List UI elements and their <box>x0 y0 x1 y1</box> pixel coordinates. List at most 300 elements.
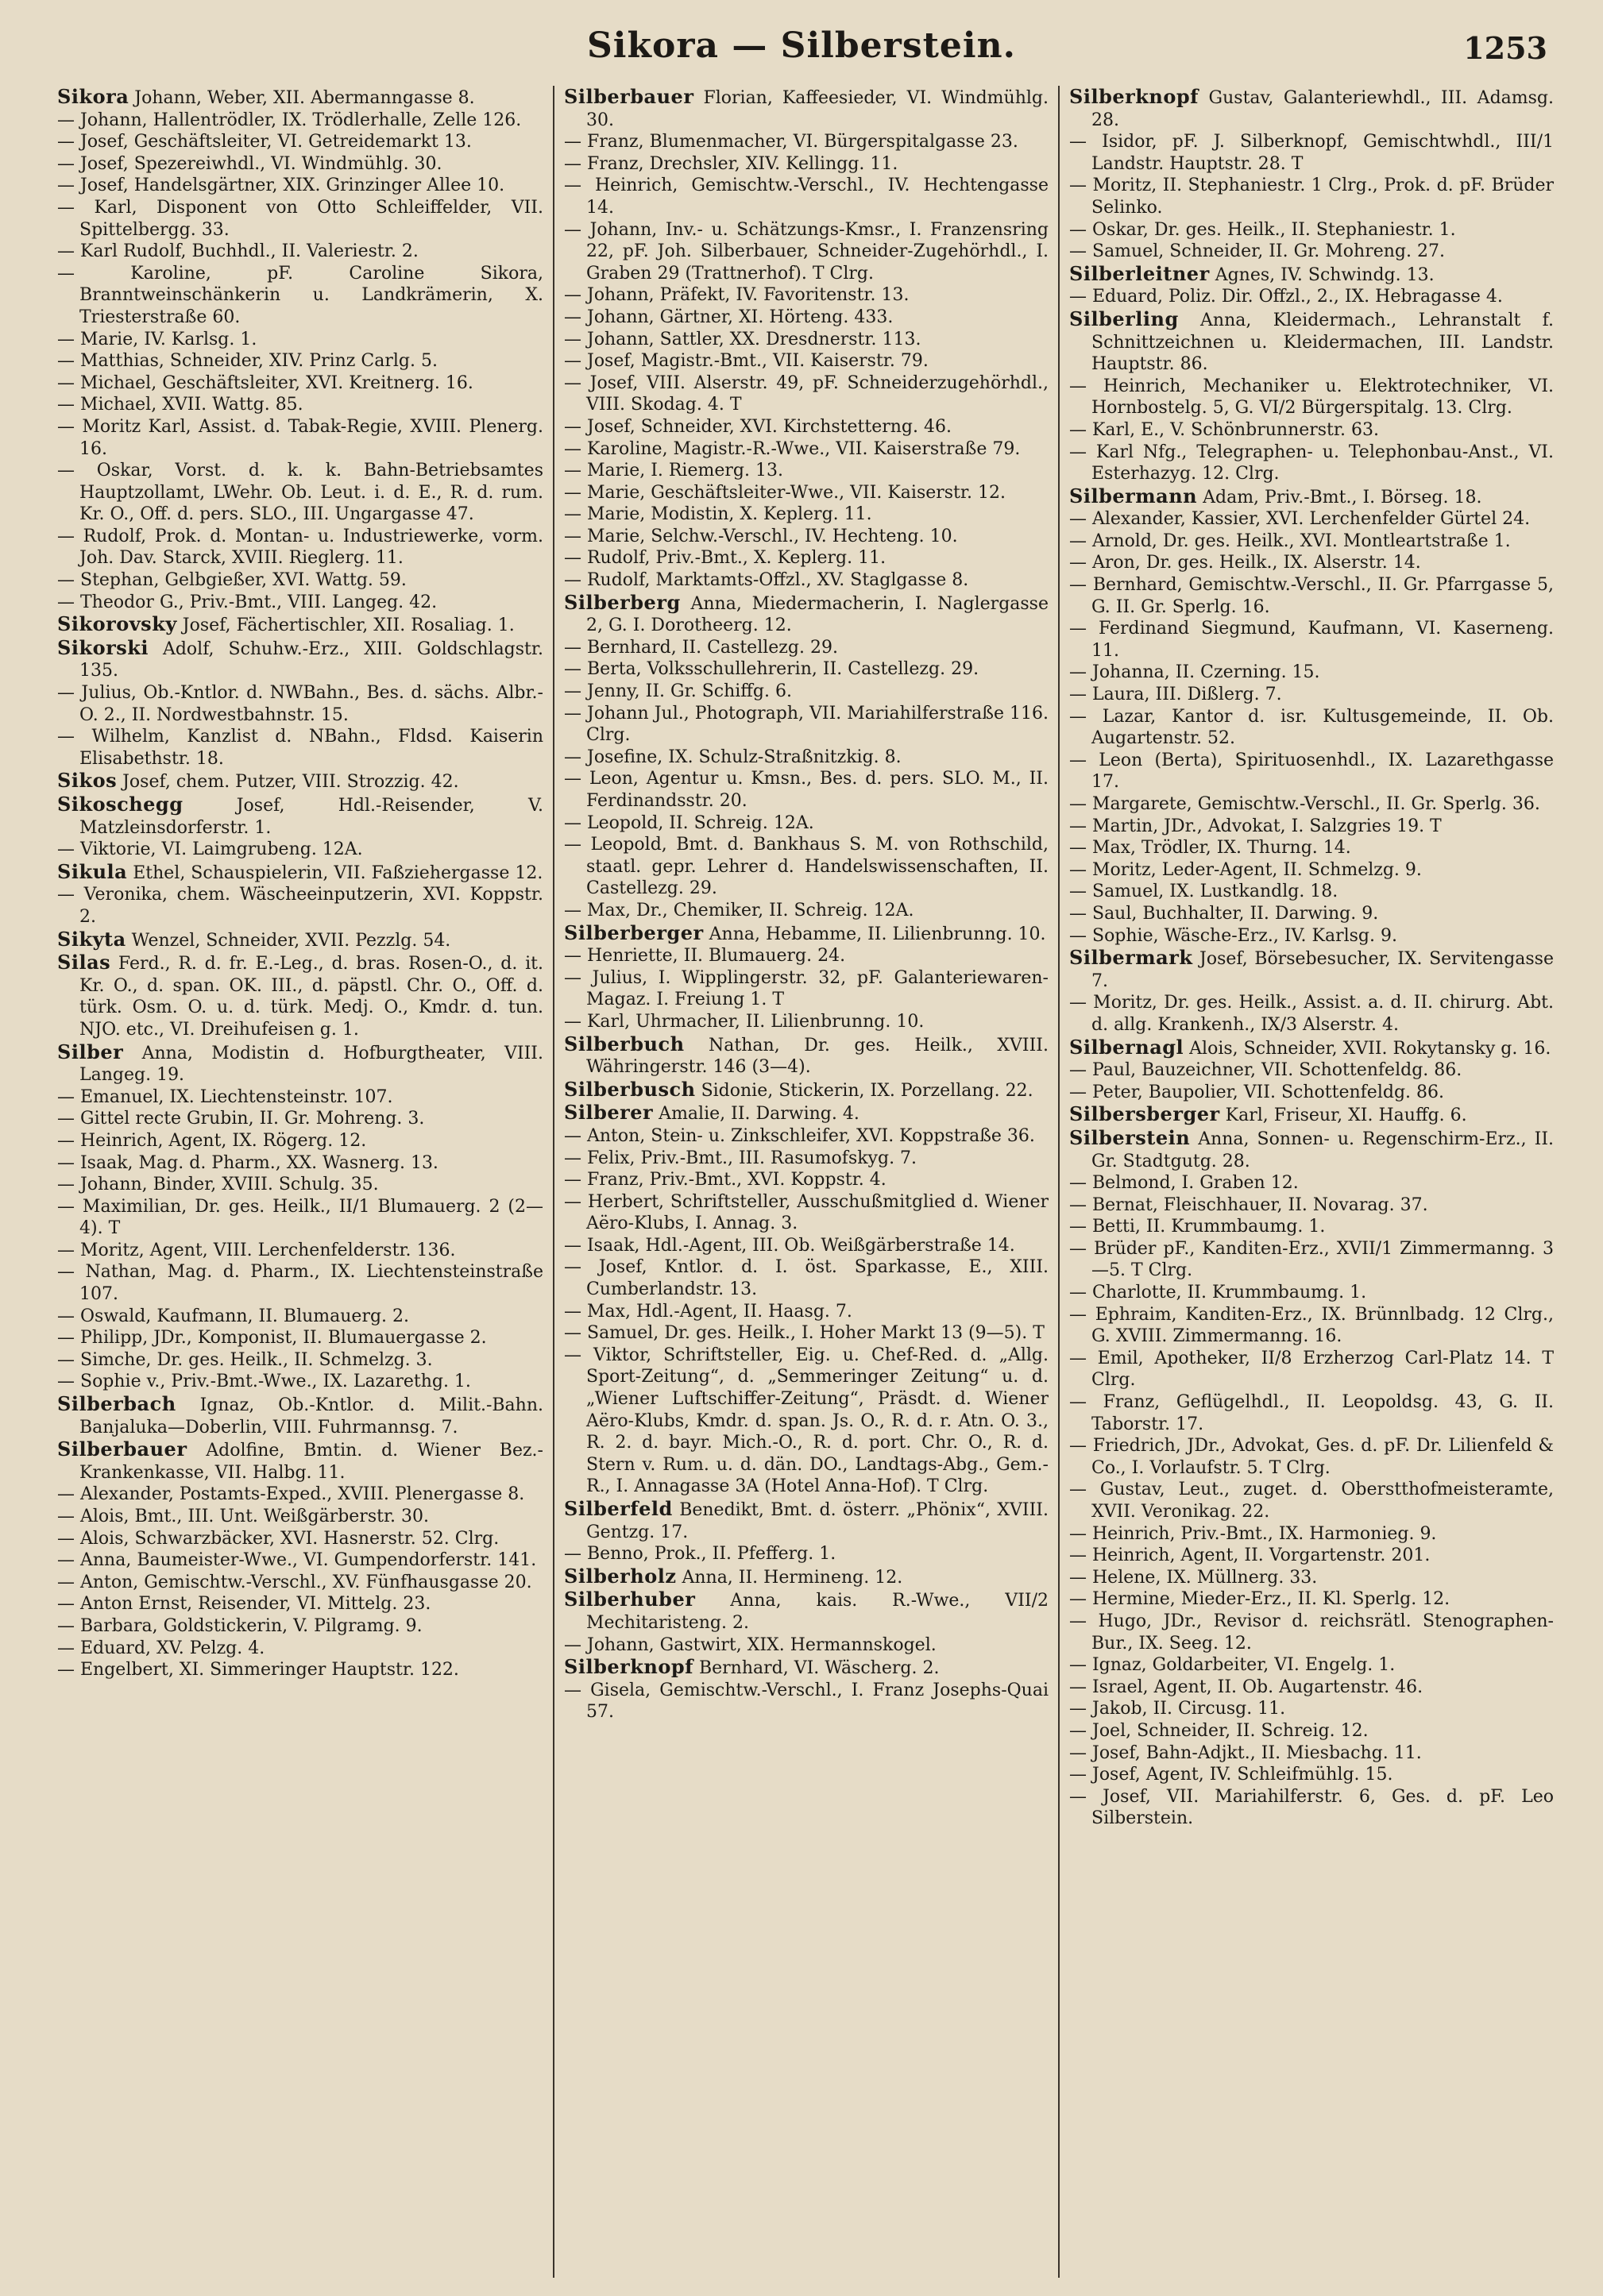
directory-entry <box>564 812 1049 835</box>
entry-text: — Johann, Sattler, XX. Dresdnerstr. 113. <box>564 329 921 349</box>
entry-text: — Sophie, Wäsche-Erz., IV. Karlsg. 9. <box>1069 925 1397 946</box>
directory-entry <box>57 416 543 460</box>
directory-entry <box>1069 442 1554 485</box>
directory-entry <box>564 658 1049 681</box>
directory-entry <box>564 175 1049 218</box>
entry-text: Ignaz, Ob.-Kntlor. d. Milit.-Bahn. Banjaluka—Doberlin, VIII. Fuhrmannsg. 7. <box>79 1395 543 1437</box>
entry-text: — Felix, Priv.-Bmt., III. Rasumofskyg. 7. <box>564 1148 917 1168</box>
entry-text: — Brüder pF., Kanditen-Erz., XVII/1 Zimmermanng. 3—5. T Clrg. <box>1069 1238 1554 1281</box>
entry-text: Nathan, Dr. ges. Heilk., XVIII. Währingerstr. 146 (3—4). <box>586 1035 1049 1078</box>
directory-entry <box>57 350 543 372</box>
entry-surname: Silberbusch <box>564 1077 696 1101</box>
entry-text: — Karl Rudolf, Buchhdl., II. Valeriestr. 2. <box>57 241 419 262</box>
entry-text: — Alexander, Kassier, XVI. Lerchenfelder Gürtel 24. <box>1069 509 1531 530</box>
entry-text: Florian, Kaffeesieder, VI. Windmühlg. 30. <box>586 88 1049 130</box>
directory-entry <box>1069 1238 1554 1282</box>
directory-entry <box>57 770 543 793</box>
entry-text: — Oskar, Vorst. d. k. k. Bahn-Betriebsamtes Hauptzollamt, LWehr. Ob. Leut. i. d. E., R. d. rum. Kr. O., Off. d. pers. SLO., III. Ungargasse 47. <box>57 461 543 525</box>
directory-entry <box>1069 684 1554 706</box>
entry-text: — Josef, Bahn-Adjkt., II. Miesbachg. 11. <box>1069 1742 1422 1763</box>
page-title: Sikora — Silberstein. <box>587 25 1016 66</box>
entry-text: — Moritz, Dr. ges. Heilk., Assist. a. d. II. chirurg. Abt. d. allg. Krankenh., IX/3 Alserstr. 4. <box>1069 993 1554 1035</box>
column-middle <box>553 86 1058 2278</box>
entry-text: — Ignaz, Goldarbeiter, VI. Engelg. 1. <box>1069 1655 1396 1676</box>
directory-entry <box>1069 1567 1554 1589</box>
directory-entry <box>1069 1435 1554 1479</box>
entry-text: — Berta, Volksschullehrerin, II. Castellezg. 29. <box>564 659 979 680</box>
entry-surname: Silas <box>57 951 111 974</box>
directory-entry <box>564 637 1049 659</box>
entry-text: Wenzel, Schneider, XVII. Pezzlg. 54. <box>126 930 451 951</box>
directory-entry <box>1069 903 1554 925</box>
entry-text: — Heinrich, Agent, IX. Rögerg. 12. <box>57 1130 367 1151</box>
directory-entry <box>564 1191 1049 1235</box>
entry-surname: Silberling <box>1069 307 1179 330</box>
entry-text: — Max, Dr., Chemiker, II. Schreig. 12A. <box>564 900 914 920</box>
directory-entry <box>57 951 543 1040</box>
entry-text: Alois, Schneider, XVII. Rokytansky g. 16. <box>1184 1038 1551 1059</box>
directory-entry <box>1069 1172 1554 1194</box>
entry-text: — Karl, E., V. Schönbrunnerstr. 63. <box>1069 419 1379 440</box>
directory-entry <box>564 504 1049 526</box>
entry-text: — Viktorie, VI. Laimgrubeng. 12A. <box>57 839 363 860</box>
directory-entry <box>57 1593 543 1615</box>
directory-entry <box>57 1371 543 1393</box>
entry-text: Anna, Hebamme, II. Lilienbrunng. 10. <box>703 924 1046 944</box>
directory-entry <box>1069 1698 1554 1720</box>
entry-text: — Karoline, Magistr.-R.-Wwe., VII. Kaiserstraße 79. <box>564 438 1021 459</box>
entry-text: — Julius, Ob.-Kntlor. d. NWBahn., Bes. d. sächs. Albr.-O. 2., II. Nordwestbahnstr. 15. <box>57 683 543 725</box>
directory-entry <box>1069 1764 1554 1786</box>
directory-entry <box>57 460 543 526</box>
directory-entry <box>564 1498 1049 1543</box>
entry-text: — Anton, Stein- u. Zinkschleifer, XVI. Koppstraße 36. <box>564 1125 1035 1146</box>
entry-text: — Max, Hdl.-Agent, II. Haasg. 7. <box>564 1301 852 1322</box>
entry-surname: Silberbuch <box>564 1032 685 1055</box>
entry-text: — Michael, XVII. Wattg. 85. <box>57 395 303 415</box>
directory-entry <box>57 394 543 416</box>
directory-entry <box>564 1148 1049 1170</box>
entry-surname: Silberberger <box>564 920 704 944</box>
entry-text: — Israel, Agent, II. Ob. Augartenstr. 46. <box>1069 1677 1423 1697</box>
entry-surname: Sikoschegg <box>57 793 183 816</box>
entry-text: — Ephraim, Kanditen-Erz., IX. Brünnlbadg. 12 Clrg., G. XVIII. Zimmermanng. 16. <box>1069 1304 1554 1347</box>
entry-text: — Bernhard, Gemischtw.-Verschl., II. Gr. Pfarrgasse 5, G. II. Gr. Sperlg. 16. <box>1069 575 1554 617</box>
directory-entry <box>57 1152 543 1175</box>
directory-entry <box>57 637 543 682</box>
directory-entry <box>1069 662 1554 684</box>
directory-entry <box>57 1659 543 1681</box>
entry-text: — Josef, Kntlor. d. I. öst. Sparkasse, E., XIII. Cumberlandstr. 13. <box>564 1257 1049 1300</box>
directory-entry <box>57 526 543 569</box>
entry-text: — Theodor G., Priv.-Bmt., VIII. Langeg. 42. <box>57 592 438 612</box>
directory-entry <box>57 1327 543 1349</box>
directory-entry <box>57 928 543 952</box>
directory-entry <box>57 1549 543 1572</box>
directory-entry <box>57 131 543 153</box>
entry-text: — Heinrich, Priv.-Bmt., IX. Harmonieg. 9. <box>1069 1523 1437 1544</box>
directory-entry <box>564 1543 1049 1565</box>
entry-text: — Margarete, Gemischtw.-Verschl., II. Gr. Sperlg. 36. <box>1069 794 1540 814</box>
directory-entry <box>564 219 1049 285</box>
entry-text: — Karl, Disponent von Otto Schleiffelder, VII. Spittelbergg. 33. <box>57 197 543 240</box>
directory-entry <box>564 703 1049 747</box>
directory-entry <box>1069 925 1554 947</box>
entry-text: — Marie, Modistin, X. Keplerg. 11. <box>564 504 872 525</box>
entry-text: — Oskar, Dr. ges. Heilk., II. Stephaniestr. 1. <box>1069 219 1456 240</box>
directory-entry <box>57 1086 543 1109</box>
directory-entry <box>57 153 543 176</box>
entry-text: — Alexander, Postamts-Exped., XVIII. Plenergasse 8. <box>57 1484 525 1505</box>
entry-text: Agnes, IV. Schwindg. 13. <box>1209 264 1435 285</box>
entry-text: — Michael, Geschäftsleiter, XVI. Kreitnerg. 16. <box>57 372 473 393</box>
entry-text: — Samuel, IX. Lustkandlg. 18. <box>1069 882 1338 902</box>
entry-text: — Heinrich, Gemischtw.-Verschl., IV. Hechtengasse 14. <box>564 176 1049 218</box>
entry-text: — Johann, Inv.- u. Schätzungs-Kmsr., I. Franzensring 22, pF. Joh. Silberbauer, Schneider-Zugehörhdl., I. Graben 29 (Trattnerhof). T Clrg. <box>564 219 1049 284</box>
entry-text: Johann, Weber, XII. Abermanngasse 8. <box>129 88 475 108</box>
entry-surname: Silber <box>57 1040 124 1063</box>
directory-entry <box>1069 1742 1554 1765</box>
entry-text: — Anna, Baumeister-Wwe., VI. Gumpendorferstr. 141. <box>57 1550 537 1571</box>
entry-surname: Silberbauer <box>564 86 694 108</box>
directory-entry <box>1069 1786 1554 1830</box>
entry-text: — Aron, Dr. ges. Heilk., IX. Alserstr. 14. <box>1069 553 1421 573</box>
directory-entry <box>1069 286 1554 308</box>
directory-entry <box>57 372 543 395</box>
directory-entry <box>564 153 1049 176</box>
entry-surname: Silberknopf <box>1069 86 1199 108</box>
directory-entry <box>1069 485 1554 509</box>
entry-text: — Gustav, Leut., zuget. d. Oberstthofmeisteramte, XVII. Veronikag. 22. <box>1069 1480 1554 1522</box>
entry-text: — Isidor, pF. J. Silberknopf, Gemischtwhdl., III/1 Landstr. Hauptstr. 28. T <box>1069 132 1554 174</box>
directory-entry <box>1069 1304 1554 1348</box>
entry-text: — Karl Nfg., Telegraphen- u. Telephonbau-Anst., VI. Esterhazyg. 12. Clrg. <box>1069 442 1554 484</box>
directory-entry <box>1069 706 1554 750</box>
entry-text: — Johann, Binder, XVIII. Schulg. 35. <box>57 1175 379 1195</box>
directory-entry <box>57 793 543 839</box>
directory-entry <box>564 967 1049 1011</box>
entry-text: — Moritz Karl, Assist. d. Tabak-Regie, XVIII. Plenerg. 16. <box>57 416 543 459</box>
entry-text: — Barbara, Goldstickerin, V. Pilgramg. 9. <box>57 1615 423 1636</box>
entry-text: — Josefine, IX. Schulz-Straßnitzkig. 8. <box>564 747 902 767</box>
directory-entry <box>1069 1391 1554 1435</box>
directory-entry <box>1069 618 1554 662</box>
directory-entry <box>1069 1082 1554 1104</box>
directory-entry <box>57 175 543 197</box>
entry-text: — Belmond, I. Graben 12. <box>1069 1173 1299 1194</box>
entry-text: — Helene, IX. Müllnerg. 33. <box>1069 1567 1318 1588</box>
directory-entry <box>57 1506 543 1528</box>
column-left <box>48 86 553 2278</box>
entry-text: — Anton, Gemischtw.-Verschl., XV. Fünfhausgasse 20. <box>57 1572 532 1592</box>
directory-entry <box>57 1393 543 1438</box>
entry-text: — Alois, Schwarzbäcker, XVI. Hasnerstr. 52. Clrg. <box>57 1528 500 1549</box>
directory-entry <box>564 569 1049 592</box>
entry-text: — Josef, VII. Mariahilferstr. 6, Ges. d. pF. Leo Silberstein. <box>1069 1786 1554 1829</box>
directory-entry <box>1069 750 1554 793</box>
directory-entry <box>564 768 1049 812</box>
directory-entry <box>1069 175 1554 218</box>
entry-text: — Gisela, Gemischtw.-Verschl., I. Franz Josephs-Quai 57. <box>564 1680 1049 1723</box>
directory-entry <box>1069 1720 1554 1742</box>
directory-entry <box>1069 131 1554 175</box>
entry-text: — Sophie v., Priv.-Bmt.-Wwe., IX. Lazarethg. 1. <box>57 1372 471 1392</box>
directory-entry <box>564 460 1049 482</box>
directory-entry <box>57 1240 543 1262</box>
entry-text: Gustav, Galanteriewhdl., III. Adamsg. 28. <box>1091 88 1554 130</box>
entry-surname: Silbermann <box>1069 484 1198 507</box>
directory-entry <box>1069 1545 1554 1567</box>
directory-entry <box>1069 574 1554 618</box>
entry-text: Anna, Miedermacherin, I. Naglergasse 2, G. I. Dorotheerg. 12. <box>586 593 1049 636</box>
directory-entry <box>57 1261 543 1305</box>
directory-entry <box>1069 1282 1554 1304</box>
directory-entry <box>57 110 543 132</box>
directory-entry <box>57 569 543 592</box>
entry-text: Benedikt, Bmt. d. österr. „Phönix“, XVIII. Gentzg. 17. <box>586 1500 1049 1542</box>
directory-entry <box>564 350 1049 372</box>
directory-entry <box>57 1306 543 1328</box>
entry-surname: Sikorovsky <box>57 612 177 636</box>
directory-entry <box>1069 1588 1554 1611</box>
entry-text: Sidonie, Stickerin, IX. Porzellang. 22. <box>695 1080 1033 1101</box>
directory-entry <box>1069 1523 1554 1545</box>
directory-entry <box>1069 1677 1554 1699</box>
entry-text: Anna, II. Hermineng. 12. <box>676 1567 903 1588</box>
entry-surname: Silberhuber <box>564 1588 696 1611</box>
entry-surname: Silberholz <box>564 1564 677 1588</box>
directory-entry <box>1069 1611 1554 1654</box>
entry-text: — Marie, Geschäftsleiter-Wwe., VII. Kaiserstr. 12. <box>564 482 1006 503</box>
entry-text: — Johann, Gastwirt, XIX. Hermannskogel. <box>564 1634 937 1655</box>
entry-surname: Silbermark <box>1069 946 1193 970</box>
entry-text: — Peter, Baupolier, VII. Schottenfeldg. 86. <box>1069 1082 1445 1102</box>
entry-text: Josef, chem. Putzer, VIII. Strozzig. 42. <box>117 772 459 793</box>
entry-text: — Leopold, II. Schreig. 12A. <box>564 812 814 833</box>
directory-entry <box>57 1438 543 1484</box>
directory-entry <box>1069 419 1554 442</box>
directory-entry <box>564 329 1049 351</box>
directory-entry <box>564 284 1049 307</box>
entry-surname: Sikorski <box>57 635 149 659</box>
directory-entry <box>1069 1036 1554 1060</box>
directory-entry <box>564 1079 1049 1102</box>
entry-text: Josef, Fächertischler, XII. Rosaliag. 1. <box>176 615 515 636</box>
entry-text: Karl, Friseur, XI. Hauffg. 6. <box>1219 1106 1467 1126</box>
entry-text: — Engelbert, XI. Simmeringer Hauptstr. 122. <box>57 1660 459 1681</box>
entry-text: Josef, Hdl.-Reisender, V. Matzleinsdorferstr. 1. <box>79 796 543 838</box>
entry-text: — Jenny, II. Gr. Schiffg. 6. <box>564 681 792 702</box>
directory-entry <box>564 747 1049 769</box>
directory-entry <box>1069 859 1554 882</box>
entry-text: — Josef, Handelsgärtner, XIX. Grinzinger Allee 10. <box>57 176 505 196</box>
directory-entry <box>564 1345 1049 1498</box>
entry-text: Adolf, Schuhw.-Erz., XIII. Goldschlagstr. 135. <box>79 639 543 681</box>
entry-text: — Stephan, Gelbgießer, XVI. Wattg. 59. <box>57 570 407 591</box>
directory-entry <box>57 1196 543 1240</box>
directory-entry <box>57 613 543 637</box>
entry-text: — Hugo, JDr., Revisor d. reichsrätl. Stenographen-Bur., IX. Seeg. 12. <box>1069 1611 1554 1654</box>
entry-text: — Moritz, Agent, VIII. Lerchenfelderstr. 136. <box>57 1240 456 1260</box>
directory-entry <box>1069 241 1554 263</box>
directory-entry <box>57 329 543 351</box>
directory-entry <box>1069 552 1554 574</box>
entry-text: — Josef, Spezereiwhdl., VI. Windmühlg. 30. <box>57 153 442 174</box>
directory-entry <box>564 1125 1049 1148</box>
entry-text: — Simche, Dr. ges. Heilk., II. Schmelzg. 3. <box>57 1349 433 1370</box>
entry-text: — Josef, Agent, IV. Schleifmühlg. 15. <box>1069 1765 1393 1785</box>
entry-text: — Hermine, Mieder-Erz., II. Kl. Sperlg. 12. <box>1069 1589 1450 1610</box>
entry-text: — Marie, I. Riemerg. 13. <box>564 461 783 481</box>
directory-entry <box>1069 1654 1554 1677</box>
entry-text: — Samuel, Dr. ges. Heilk., I. Hoher Markt 13 (9—5). T <box>564 1323 1045 1344</box>
entry-text: — Viktor, Schriftsteller, Eig. u. Chef-Red. d. „Allg. Sport-Zeitung“, d. „Semmeringer Zeitung“ u. d. „Wiener Luftschiffer-Zeitung“, Präsdt. d. Wiener Aëro-Klubs, Kmdr. d. span. Js. O., R. d. r. Atn. O. 3., R. 2. d. bayr. Mich.-O., R. d. port. Chr. O., R. d. Stern v. Rum. u. d. dän. DO., Landtags-Abg., Gem.-R., I. Annagasse 3A (Hotel Anna-Hof). T Clrg. <box>564 1345 1049 1497</box>
entry-text: — Emanuel, IX. Liechtensteinstr. 107. <box>57 1086 393 1107</box>
directory-entry <box>1069 508 1554 531</box>
directory-entry <box>564 372 1049 416</box>
directory-entry <box>564 922 1049 946</box>
entry-text: — Franz, Blumenmacher, VI. Bürgerspitalgasse 23. <box>564 132 1018 152</box>
entry-text: — Bernhard, II. Castellezg. 29. <box>564 637 838 658</box>
entry-text: — Heinrich, Agent, II. Vorgartenstr. 201. <box>1069 1545 1431 1566</box>
entry-text: — Matthias, Schneider, XIV. Prinz Carlg. 5. <box>57 351 438 372</box>
directory-entry <box>57 1349 543 1372</box>
entry-text: — Nathan, Mag. d. Pharm., IX. Liechtensteinstraße 107. <box>57 1262 543 1305</box>
entry-surname: Silberberg <box>564 590 681 614</box>
directory-entry <box>564 547 1049 569</box>
entry-surname: Silberstein <box>1069 1125 1191 1149</box>
directory-entry <box>564 482 1049 504</box>
entry-text: — Johanna, II. Czerning. 15. <box>1069 662 1320 683</box>
entry-text: Bernhard, VI. Wäscherg. 2. <box>693 1658 940 1679</box>
directory-entry <box>564 1680 1049 1723</box>
entry-text: — Charlotte, II. Krummbaumg. 1. <box>1069 1283 1367 1303</box>
column-right <box>1058 86 1563 2278</box>
entry-text: — Maximilian, Dr. ges. Heilk., II/1 Blumauerg. 2 (2—4). T <box>57 1196 543 1239</box>
directory-entry <box>57 241 543 263</box>
entry-text: — Paul, Bauzeichner, VII. Schottenfeldg. 86. <box>1069 1060 1462 1081</box>
entry-text: Ethel, Schauspielerin, VII. Faßziehergasse 12. <box>127 862 543 883</box>
entry-text: — Josef, Magistr.-Bmt., VII. Kaiserstr. 79. <box>564 351 929 372</box>
entry-text: — Moritz, II. Stephaniestr. 1 Clrg., Prok. d. pF. Brüder Selinko. <box>1069 176 1554 218</box>
entry-text: — Franz, Priv.-Bmt., XVI. Koppstr. 4. <box>564 1170 886 1190</box>
entry-text: — Rudolf, Prok. d. Montan- u. Industriewerke, vorm. Joh. Dav. Starck, XVIII. Rieglerg. 11. <box>57 526 543 569</box>
directory-entry <box>1069 793 1554 816</box>
directory-entry <box>564 307 1049 329</box>
entry-surname: Silbersberger <box>1069 1102 1220 1126</box>
entry-text: Anna, Modistin d. Hofburgtheater, VIII. Langeg. 19. <box>79 1043 543 1086</box>
entry-text: — Saul, Buchhalter, II. Darwing. 9. <box>1069 903 1379 924</box>
directory-entry <box>1069 308 1554 376</box>
entry-text: — Joel, Schneider, II. Schreig. 12. <box>1069 1720 1369 1741</box>
page-header <box>48 22 1555 78</box>
entry-surname: Sikyta <box>57 927 126 951</box>
directory-entry <box>564 1656 1049 1680</box>
entry-text: — Philipp, JDr., Komponist, II. Blumauergasse 2. <box>57 1328 487 1349</box>
entry-text: — Karoline, pF. Caroline Sikora, Branntweinschänkerin u. Landkrämerin, X. Triesterstraße 60. <box>57 263 543 327</box>
entry-text: Adolfine, Bmtin. d. Wiener Bez.-Krankenkasse, VII. Halbg. 11. <box>79 1441 543 1483</box>
entry-text: Anna, Sonnen- u. Regenschirm-Erz., II. Gr. Stadtgutg. 28. <box>1091 1129 1554 1171</box>
directory-entry <box>564 945 1049 967</box>
entry-text: — Leon, Agentur u. Kmsn., Bes. d. pers. SLO. M., II. Ferdinandsstr. 20. <box>564 769 1049 811</box>
entry-surname: Silberbach <box>57 1392 176 1416</box>
entry-text: — Josef, Geschäftsleiter, VI. Getreidemarkt 13. <box>57 132 472 152</box>
entry-text: — Marie, Selchw.-Verschl., IV. Hechteng. 10. <box>564 526 958 546</box>
columns <box>48 86 1565 2278</box>
entry-surname: Silbernagl <box>1069 1035 1184 1059</box>
directory-entry <box>564 1235 1049 1257</box>
directory-entry <box>564 1301 1049 1323</box>
directory-entry <box>57 1572 543 1594</box>
directory-entry <box>1069 219 1554 241</box>
entry-text: Anna, kais. R.-Wwe., VII/2 Mechitaristeng. 2. <box>586 1591 1049 1633</box>
entry-surname: Silberknopf <box>564 1655 693 1679</box>
entry-text: — Veronika, chem. Wäscheeinputzerin, XVI. Koppstr. 2. <box>57 885 543 927</box>
entry-text: — Karl, Uhrmacher, II. Lilienbrunng. 10. <box>564 1011 925 1032</box>
entry-text: — Josef, VIII. Alserstr. 49, pF. Schneiderzugehörhdl., VIII. Skodag. 4. T <box>564 372 1049 415</box>
entry-text: — Anton Ernst, Reisender, VI. Mittelg. 23. <box>57 1594 431 1615</box>
directory-entry <box>57 1041 543 1086</box>
directory-entry <box>1069 1216 1554 1238</box>
directory-entry <box>564 681 1049 703</box>
directory-entry <box>1069 1479 1554 1522</box>
directory-entry <box>57 726 543 770</box>
entry-text: — Max, Trödler, IX. Thurng. 14. <box>1069 838 1351 859</box>
entry-text: — Heinrich, Mechaniker u. Elektrotechniker, VI. Hornbostelg. 5, G. VI/2 Bürgerspitalg. 13. Clrg. <box>1069 376 1554 419</box>
directory-entry <box>57 1638 543 1660</box>
entry-text: Amalie, II. Darwing. 4. <box>653 1104 859 1125</box>
entry-text: Anna, Kleidermach., Lehranstalt f. Schnittzeichnen u. Kleidermachen, III. Landstr. Hauptstr. 86. <box>1091 310 1554 375</box>
entry-text: — Rudolf, Marktamts-Offzl., XV. Staglgasse 8. <box>564 570 969 591</box>
directory-entry <box>564 86 1049 131</box>
entry-text: — Martin, JDr., Advokat, I. Salzgries 19. T <box>1069 816 1442 836</box>
entry-text: — Benno, Prok., II. Pfefferg. 1. <box>564 1544 836 1565</box>
entry-text: — Moritz, Leder-Agent, II. Schmelzg. 9. <box>1069 859 1422 880</box>
entry-text: — Henriette, II. Blumauerg. 24. <box>564 946 846 967</box>
entry-text: — Johann, Hallentrödler, IX. Trödlerhalle, Zelle 126. <box>57 110 522 130</box>
entry-surname: Silberer <box>564 1101 654 1125</box>
directory-entry <box>564 1102 1049 1125</box>
entry-surname: Silberbauer <box>57 1437 187 1461</box>
entry-text: — Johann, Präfekt, IV. Favoritenstr. 13. <box>564 285 910 306</box>
directory-entry <box>1069 531 1554 553</box>
directory-entry <box>1069 1127 1554 1172</box>
entry-text: — Laura, III. Dißlerg. 7. <box>1069 685 1282 705</box>
entry-text: — Rudolf, Priv.-Bmt., X. Keplerg. 11. <box>564 548 886 569</box>
directory-entry <box>1069 881 1554 903</box>
directory-entry <box>564 1634 1049 1657</box>
directory-entry <box>57 592 543 614</box>
directory-entry <box>564 1588 1049 1634</box>
entry-text: — Samuel, Schneider, II. Gr. Mohreng. 27. <box>1069 241 1445 262</box>
directory-entry <box>564 1011 1049 1033</box>
directory-entry <box>57 197 543 241</box>
directory-entry <box>1069 1348 1554 1391</box>
directory-entry <box>1069 837 1554 859</box>
entry-surname: Sikula <box>57 859 128 883</box>
entry-text: — Leopold, Bmt. d. Bankhaus S. M. von Rothschild, staatl. gepr. Lehrer d. Handelswissenschaften, II. Castellezg. 29. <box>564 835 1049 899</box>
directory-entry <box>57 884 543 928</box>
directory-entry <box>1069 816 1554 838</box>
entry-text: — Betti, II. Krummbaumg. 1. <box>1069 1217 1326 1237</box>
entry-text: — Jakob, II. Circusg. 11. <box>1069 1699 1286 1719</box>
directory-entry <box>564 1033 1049 1079</box>
entry-surname: Sikora <box>57 86 129 108</box>
entry-text: — Isaak, Mag. d. Pharm., XX. Wasnerg. 13. <box>57 1152 438 1173</box>
entry-text: — Herbert, Schriftsteller, Ausschußmitglied d. Wiener Aëro-Klubs, I. Annag. 3. <box>564 1191 1049 1234</box>
directory-entry <box>564 592 1049 637</box>
directory-entry <box>57 1484 543 1506</box>
